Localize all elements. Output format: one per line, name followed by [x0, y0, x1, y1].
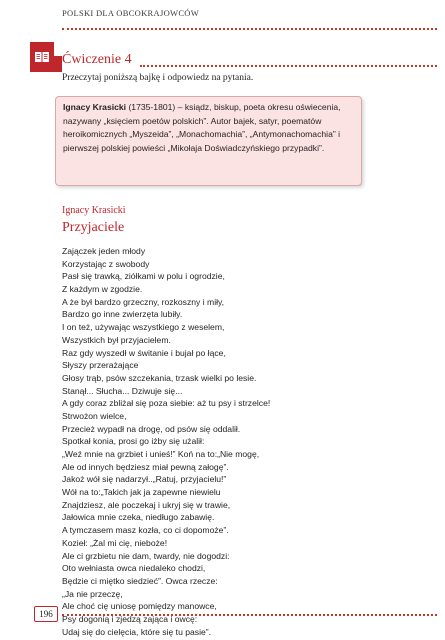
book-icon	[34, 50, 50, 64]
poem-line: Z każdym w zgodzie.	[62, 284, 143, 295]
footer-divider	[62, 614, 437, 616]
poem-line: Strwożon wielce,	[62, 410, 127, 421]
poem-line: Udaj się do cielęcia, które się tu pasie”.	[62, 626, 212, 637]
poem-line: Jałowica mnie czeka, niedługo zabawię.	[62, 512, 215, 523]
poem-line: A że był bardzo grzeczny, rozkoszny i miły,	[62, 296, 225, 307]
poem-line: Głosy trąb, psów szczekania, trzask wielki po lesie.	[62, 372, 257, 383]
running-header: POLSKI DLA OBCOKRAJOWCÓW	[62, 8, 200, 18]
exercise-instruction: Przeczytaj poniższą bajkę i odpowiedz na pytania.	[62, 73, 254, 83]
poem-line: „Weź mnie na grzbiet i unieś!” Koń na to:„Nie mogę,	[62, 449, 260, 459]
poem-line: A tymczasem masz kozła, co ci dopomoże”.	[62, 525, 229, 536]
poem-line: Korzystając z swobody	[62, 258, 150, 269]
poem-line: I on też, używając wszystkiego z weselem,	[62, 322, 225, 333]
poem-line: Będzie ci miętko siedzieć”. Owca rzecze:	[62, 575, 218, 586]
poem-line: Jakoż wół się nadarzył..„Ratuj, przyjacielu!”	[62, 474, 227, 485]
poem-body	[62, 245, 382, 638]
poem-author: Ignacy Krasicki	[62, 205, 126, 216]
page-number: 196	[34, 606, 58, 622]
info-box-name: Ignacy Krasicki	[63, 102, 127, 112]
poem-line: Spotkał konia, prosi go iżby się użalił:	[62, 436, 205, 447]
poem-line: Pasł się trawką, ziółkami w polu i ogrodzie,	[62, 271, 225, 282]
poem-line: Znajdziesz, ale poczekaj i ukryj się w trawie,	[62, 499, 231, 510]
poem-line: A gdy coraz zbliżał się poza siebie: aż tu psy i strzelce!	[62, 398, 271, 409]
poem-line: Bardzo go inne zwierzęta lubiły.	[62, 309, 183, 320]
poem-line: Ale ci grzbietu nie dam, twardy, nie dogodzi:	[62, 550, 230, 561]
poem-line: „Ja nie przeczę,	[62, 588, 123, 599]
poem-line: Stanął... Słucha... Dziwuje się...	[62, 385, 183, 396]
poem-line: Ale od innych będziesz miał pewną załogę”.	[62, 461, 229, 472]
poem-line: Słyszy przerażające	[62, 360, 139, 371]
info-box-text	[63, 101, 353, 155]
poem-line: Oto wełniasta owca niedaleko chodzi,	[62, 563, 206, 574]
poem-line: Wszystkich był przyjacielem.	[62, 334, 171, 345]
poem-line: Raz gdy wyszedł w świtanie i bujał po łące,	[62, 347, 226, 358]
exercise-title: Ćwiczenie 4	[62, 52, 132, 67]
header-divider	[62, 28, 437, 30]
poem-line: Przecież wypadł na drogę, od psów się oddalił.	[62, 423, 241, 434]
info-box-body: (1735-1801) – ksiądz, biskup, poeta okresu oświecenia, nazywany „księciem poetów polskich”. Autor bajek, satyr, poematów heroikomicznych „Myszeida”, „Monachomachia”, „Antymonachomachia” i pierwszej polskiej powieści „Mikołaja Doświadczyńskiego przypadki”.	[63, 102, 341, 153]
poem-line: Wół na to:„Takich jak ja zapewne niewielu	[62, 487, 221, 498]
poem-line: Kozieł: „Żal mi cię, nieboże!	[62, 537, 168, 548]
poem-line: Psy dogonią i zjedzą zająca i owcę:	[62, 613, 198, 624]
poem-title: Przyjaciele	[62, 220, 125, 235]
poem-line: Zajączek jeden młody	[62, 246, 146, 256]
poem-line: Ale choć cię uniosę pomiędzy manowce,	[62, 601, 217, 612]
exercise-title-divider	[140, 65, 437, 67]
exercise-marker-tab	[54, 56, 62, 72]
